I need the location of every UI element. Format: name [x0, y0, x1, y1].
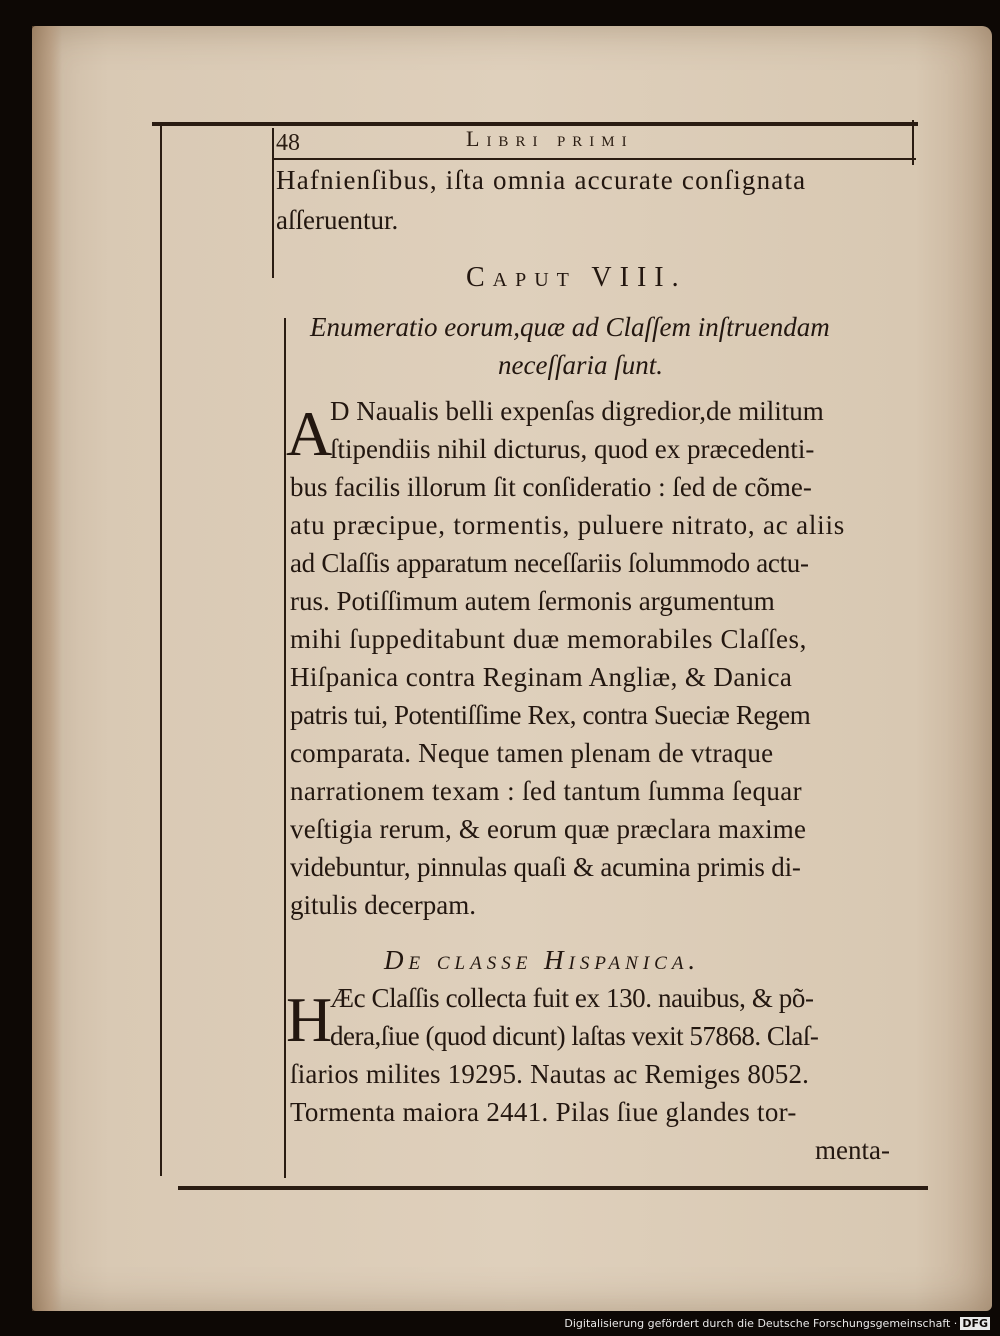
text-line: veſtigia rerum, & eorum quæ præclara maxime: [290, 814, 807, 844]
text-line: aſſeruentur.: [276, 205, 399, 235]
text-line: gitulis decerpam.: [290, 890, 476, 920]
running-header: [276, 126, 906, 160]
text-column-rule-upper: [272, 128, 274, 278]
text-line: comparata. Neque tamen plenam de vtraque: [290, 738, 774, 768]
running-head: Libri primi: [466, 126, 634, 151]
drop-capital-a: A: [286, 398, 333, 469]
bottom-rule: [178, 1186, 928, 1190]
text-line: Hafnienſibus, iſta omnia accurate conſignata: [276, 165, 807, 195]
page-number: 48: [276, 129, 300, 156]
digitization-credit: [564, 1317, 990, 1330]
text-line: ſtipendiis nihil dicturus, quod ex præcedenti-: [330, 434, 815, 464]
section-heading: De classe Hispanica.: [384, 945, 701, 975]
dfg-logo: DFG: [962, 1317, 988, 1330]
text-line: menta-: [815, 1135, 890, 1165]
right-margin-rule: [912, 120, 914, 165]
chapter-heading: Caput VIII.: [466, 262, 687, 293]
text-line: bus facilis illorum ſit conſideratio : ſed de cõme-: [290, 472, 812, 502]
chapter-subtitle-line-2: neceſſaria ſunt.: [498, 350, 663, 380]
page-gutter-shadow: [32, 26, 62, 1311]
text-line: ſiarios milites 19295. Nautas ac Remiges 8052.: [290, 1059, 810, 1089]
text-line: Hiſpanica contra Reginam Angliæ, & Danica: [290, 662, 793, 692]
credit-text: Digitalisierung gefördert durch die Deutsche Forschungsgemeinschaft ·: [564, 1317, 958, 1330]
text-line: narrationem texam : ſed tantum ſumma ſequar: [290, 776, 803, 806]
left-margin-rule-upper: [160, 126, 162, 1176]
text-line: atu præcipue, tormentis, puluere nitrato, ac aliis: [290, 510, 846, 540]
text-line: dera,ſiue (quod dicunt) laſtas vexit 57868. Claſ-: [330, 1021, 819, 1051]
text-line: Tormenta maiora 2441. Pilas ſiue glandes tor-: [290, 1097, 797, 1127]
text-line: Æc Claſſis collecta fuit ex 130. nauibus, & põ-: [330, 983, 814, 1013]
text-line: D Naualis belli expenſas digredior,de militum: [330, 396, 824, 426]
text-line: ad Claſſis apparatum neceſſariis ſolummodo actu-: [290, 548, 809, 578]
text-line: mihi ſuppeditabunt duæ memorabiles Claſſes,: [290, 624, 807, 654]
text-line: videbuntur, pinnulas quaſi & acumina primis di-: [290, 852, 801, 882]
chapter-subtitle-line-1: Enumeratio eorum,quæ ad Claſſem inſtruendam: [310, 312, 830, 342]
drop-capital-h: H: [286, 984, 333, 1055]
text-line: rus. Potiſſimum autem ſermonis argumentum: [290, 586, 775, 616]
text-line: patris tui, Potentiſſime Rex, contra Sueciæ Regem: [290, 700, 811, 730]
